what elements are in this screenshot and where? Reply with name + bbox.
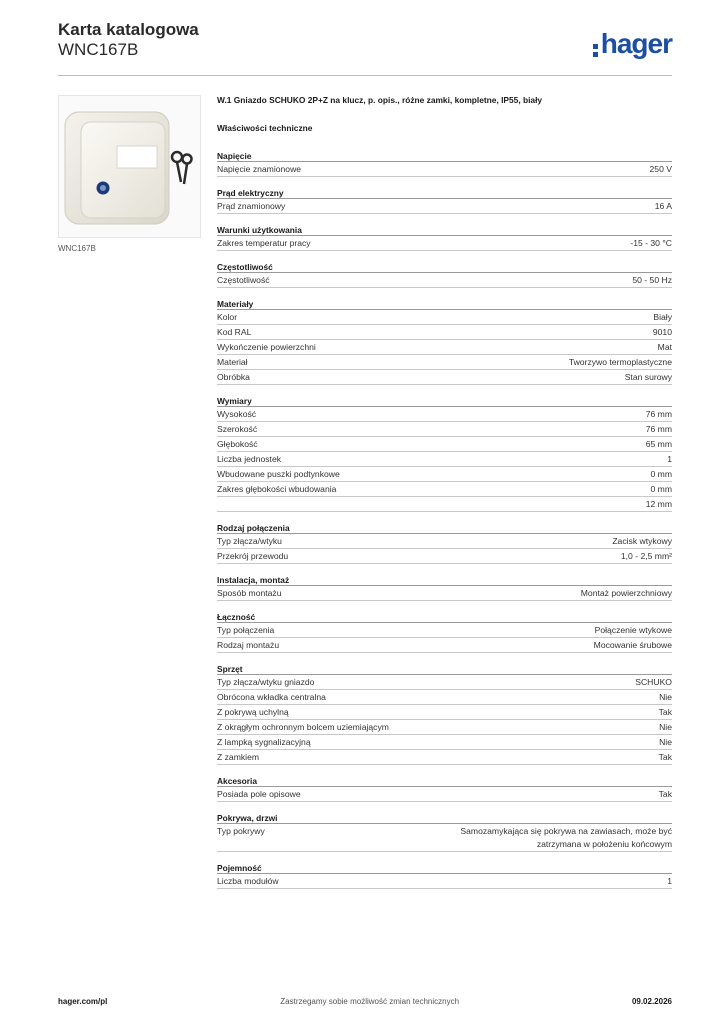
property-label: Materiał <box>217 357 248 367</box>
logo-text: hager <box>600 28 672 59</box>
property-value: 1,0 - 2,5 mm² <box>620 551 672 561</box>
property-value: Mocowanie śrubowe <box>593 640 672 650</box>
property-row <box>217 750 672 765</box>
property-row <box>217 162 672 177</box>
property-value: Połączenie wtykowe <box>594 625 672 635</box>
product-description: W.1 Gniazdo SCHUKO 2P+Z na klucz, p. opis., różne zamki, kompletne, IP55, biały <box>217 95 543 105</box>
group-title: Rodzaj połączenia <box>217 522 672 534</box>
property-row <box>217 310 672 325</box>
footer-website: hager.com/pl <box>58 997 108 1006</box>
property-row <box>217 549 672 564</box>
property-group <box>217 611 672 653</box>
group-title: Sprzęt <box>217 663 672 675</box>
property-row <box>217 467 672 482</box>
property-row <box>217 497 672 512</box>
property-label: Typ złącza/wtyku gniazdo <box>217 677 315 687</box>
property-row <box>217 874 672 889</box>
property-value: 76 mm <box>645 424 672 434</box>
property-row <box>217 638 672 653</box>
property-row <box>217 236 672 251</box>
group-title: Wymiary <box>217 395 672 407</box>
socket-illustration <box>59 96 200 237</box>
property-label: Posiada pole opisowe <box>217 789 301 799</box>
property-label: Prąd znamionowy <box>217 201 286 211</box>
property-label: Napięcie znamionowe <box>217 164 302 174</box>
property-value: Nie <box>659 692 672 702</box>
property-value: Tak <box>658 752 672 762</box>
property-value: Nie <box>659 722 672 732</box>
group-title: Warunki użytkowania <box>217 224 672 236</box>
property-label: Obrócona wkładka centralna <box>217 692 326 702</box>
header-divider <box>58 75 672 76</box>
property-row <box>217 452 672 467</box>
property-row <box>217 273 672 288</box>
property-value: 65 mm <box>645 439 672 449</box>
property-value: -15 - 30 °C <box>630 238 672 248</box>
group-title: Instalacja, montaż <box>217 574 672 586</box>
property-label: Liczba modułów <box>217 876 279 886</box>
group-title: Napięcie <box>217 150 672 162</box>
property-row <box>217 407 672 422</box>
property-group <box>217 574 672 601</box>
property-value: 12 mm <box>645 499 672 509</box>
logo-colon-icon <box>593 38 599 58</box>
property-label: Kolor <box>217 312 238 322</box>
property-value: 1 <box>667 454 672 464</box>
property-label: Przekrój przewodu <box>217 551 289 561</box>
property-group <box>217 395 672 512</box>
property-group <box>217 812 672 852</box>
property-label: Kod RAL <box>217 327 252 337</box>
property-group <box>217 775 672 802</box>
property-group <box>217 261 672 288</box>
property-label: Wbudowane puszki podtynkowe <box>217 469 340 479</box>
property-row <box>217 370 672 385</box>
property-value: Stan surowy <box>624 372 672 382</box>
property-group <box>217 522 672 564</box>
property-label: Z pokrywą uchylną <box>217 707 289 717</box>
image-caption: WNC167B <box>58 244 96 253</box>
property-value: SCHUKO <box>635 677 672 687</box>
property-row <box>217 482 672 497</box>
property-value: 76 mm <box>645 409 672 419</box>
property-label: Głębokość <box>217 439 258 449</box>
property-value: Biały <box>653 312 672 322</box>
property-row <box>217 623 672 638</box>
property-value: 9010 <box>652 327 672 337</box>
document-title: Karta katalogowa <box>58 20 199 39</box>
property-group <box>217 862 672 889</box>
property-row <box>217 705 672 720</box>
property-label: Typ pokrywy <box>217 826 265 836</box>
property-label: Liczba jednostek <box>217 454 282 464</box>
property-row <box>217 690 672 705</box>
property-label: Zakres głębokości wbudowania <box>217 484 337 494</box>
group-title: Akcesoria <box>217 775 672 787</box>
property-label: Z lampką sygnalizacyjną <box>217 737 311 747</box>
property-value: Zacisk wtykowy <box>612 536 672 546</box>
property-label: Wysokość <box>217 409 257 419</box>
group-title: Częstotliwość <box>217 261 672 273</box>
property-row <box>217 340 672 355</box>
property-row <box>217 325 672 340</box>
property-row <box>217 437 672 452</box>
property-group <box>217 150 672 177</box>
product-image <box>58 95 201 238</box>
property-label: Z zamkiem <box>217 752 260 762</box>
page-header <box>58 20 672 70</box>
property-value: 250 V <box>649 164 672 174</box>
hager-logo <box>593 28 672 58</box>
property-value: 50 - 50 Hz <box>632 275 672 285</box>
property-group <box>217 224 672 251</box>
property-group <box>217 298 672 385</box>
property-value: Nie <box>659 737 672 747</box>
property-row <box>217 787 672 802</box>
property-row <box>217 824 672 852</box>
footer-date: 09.02.2026 <box>631 997 672 1006</box>
property-value: 16 A <box>654 201 672 211</box>
property-row <box>217 735 672 750</box>
product-code: WNC167B <box>58 40 139 59</box>
property-value: Mat <box>657 342 672 352</box>
property-row <box>217 199 672 214</box>
property-row <box>217 675 672 690</box>
property-row <box>217 355 672 370</box>
property-group <box>217 187 672 214</box>
group-title: Łączność <box>217 611 672 623</box>
group-title: Prąd elektryczny <box>217 187 672 199</box>
property-row <box>217 586 672 601</box>
property-value: Montaż powierzchniowy <box>580 588 672 598</box>
property-value: Tak <box>658 789 672 799</box>
property-value: Tworzywo termoplastyczne <box>568 357 672 367</box>
property-label: Częstotliwość <box>217 275 270 285</box>
property-group <box>217 663 672 765</box>
property-label: Obróbka <box>217 372 250 382</box>
property-label: Typ złącza/wtyku <box>217 536 282 546</box>
property-label: Rodzaj montażu <box>217 640 280 650</box>
property-row <box>217 720 672 735</box>
technical-properties-heading: Właściwości techniczne <box>217 123 313 133</box>
property-value: 1 <box>667 876 672 886</box>
group-title: Materiały <box>217 298 672 310</box>
group-title: Pokrywa, drzwi <box>217 812 672 824</box>
property-value: 0 mm <box>650 484 672 494</box>
page-footer <box>58 997 672 1006</box>
property-value: 0 mm <box>650 469 672 479</box>
property-label: Z okrągłym ochronnym bolcem uziemiającym <box>217 722 389 732</box>
property-row <box>217 422 672 437</box>
specifications-section <box>217 94 672 899</box>
property-label: Szerokość <box>217 424 258 434</box>
property-value: Tak <box>658 707 672 717</box>
property-label: Wykończenie powierzchni <box>217 342 316 352</box>
footer-disclaimer: Zastrzegamy sobie możliwość zmian technicznych <box>280 997 460 1006</box>
property-value: Samozamykająca się pokrywa na zawiasach, może być zatrzymana w położeniu końcowym <box>460 826 672 849</box>
property-row <box>217 534 672 549</box>
property-groups <box>217 150 672 889</box>
property-label: Sposób montażu <box>217 588 282 598</box>
group-title: Pojemność <box>217 862 672 874</box>
property-label: Typ połączenia <box>217 625 275 635</box>
property-label: Zakres temperatur pracy <box>217 238 311 248</box>
